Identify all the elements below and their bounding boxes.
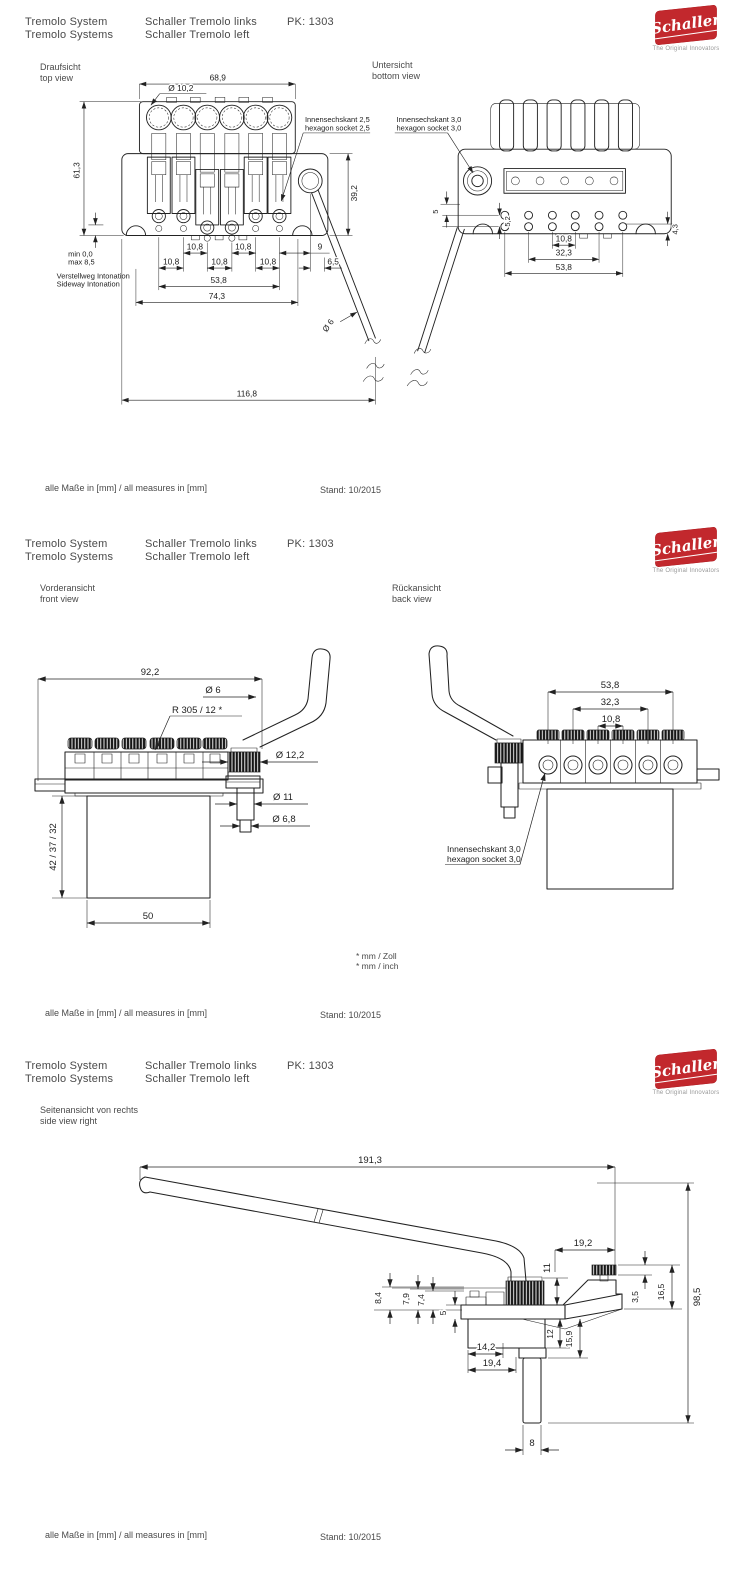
dim-12: 12	[545, 1329, 555, 1339]
dim-11: 11	[542, 1263, 553, 1273]
bottom-tabs	[191, 235, 246, 239]
anchor-stud	[523, 1358, 541, 1423]
side-view-label: Seitenansicht von rechts side view right	[40, 1105, 139, 1126]
dim-10-8: 10,8	[601, 714, 621, 725]
spring-claw-recess	[504, 169, 626, 194]
plate-left-tab	[35, 779, 65, 791]
dim-53-8: 53,8	[555, 261, 572, 272]
note-intonation-en: Sideway Intonation	[56, 279, 120, 289]
dim-68-9: 68,9	[209, 72, 226, 83]
top-bottom-drawing	[0, 55, 742, 460]
tremolo-arm-front	[243, 649, 330, 747]
saddle-1	[147, 157, 170, 231]
footer-stand: Stand: 10/2015	[320, 1532, 382, 1542]
screw-holes-row1	[501, 211, 627, 219]
arm-flange	[488, 767, 502, 783]
footer-measures: alle Maße in [mm] / all measures in [mm]	[45, 1530, 208, 1540]
dim-61-3: 61,3	[71, 162, 82, 179]
saddle-details	[65, 752, 228, 780]
bottom-view-drawing	[395, 100, 680, 386]
saddle-dividers	[561, 740, 661, 783]
dim-dia-11: Ø 11	[273, 792, 293, 803]
clamp-fingers	[500, 100, 633, 151]
header-product: Tremolo System Tremolo Systems	[25, 538, 114, 563]
logo-box	[650, 5, 722, 46]
header-product	[25, 16, 113, 42]
fine-tuner-bracket	[563, 1280, 622, 1305]
dim-dia-10-2: Ø 10,2	[168, 83, 194, 94]
knife-edge	[565, 1309, 622, 1329]
top-view-label: Draufsicht top view	[40, 62, 81, 83]
bottom-view-label: Untersicht bottom view	[372, 60, 421, 81]
dim-4-3: 4,3	[670, 224, 680, 235]
baseplate-front	[65, 779, 263, 793]
dim-7-4: 7,4	[416, 1294, 426, 1306]
header-model	[145, 16, 257, 42]
dim-74-3: 74,3	[208, 290, 226, 301]
baseplate-bottom	[458, 149, 671, 234]
product-name-en: Tremolo Systems	[25, 29, 114, 41]
page-top-bottom-views	[0, 0, 742, 522]
footer-stand: Stand: 10/2015	[320, 485, 382, 495]
dim-5-2: 5,2	[503, 216, 513, 227]
tremolo-arm-back	[429, 646, 513, 740]
tremolo-arm-side	[140, 1177, 526, 1281]
back-view-label: Rückansicht back view	[392, 583, 442, 604]
mount-notch-left	[473, 224, 492, 234]
arm-knurled-knob	[495, 743, 523, 763]
hex-socket-label-de: Innensechskant 3,0	[396, 114, 462, 124]
front-view-dimensions	[38, 667, 318, 928]
schaller-logo: Schaller The Original Innovators	[646, 1050, 726, 1096]
mount-notch-right	[293, 226, 312, 236]
note-intonation-de: Verstellweg Intonation	[56, 271, 130, 281]
string-lock-bores	[146, 105, 291, 130]
sustain-block	[87, 796, 210, 898]
svg-text:10,8: 10,8	[163, 256, 180, 267]
top-view-dimensions	[57, 73, 376, 405]
dim-10-8: 10,8	[186, 241, 204, 252]
saddle-6	[268, 157, 291, 231]
dim-10-8: 10,8	[555, 233, 572, 244]
saddle-profile	[466, 1291, 504, 1305]
dim-32-3: 32,3	[555, 247, 572, 258]
dim-5: 5	[430, 209, 440, 214]
plate-right-wedge	[565, 1294, 622, 1319]
fine-tuner-head	[592, 1265, 616, 1275]
locknut-housing-back	[491, 103, 640, 149]
front-view-label: Vorderansicht front view	[40, 583, 96, 604]
arm-knurled-knob	[506, 1281, 544, 1305]
dim-5: 5	[438, 1310, 448, 1316]
page-front-back-views	[0, 522, 742, 1044]
dim-32-3: 32,3	[600, 697, 620, 708]
saddle-row	[65, 752, 228, 780]
dim-116-8: 116,8	[236, 388, 258, 399]
dim-98-5: 98,5	[692, 1287, 703, 1307]
note-min: min 0,0	[68, 249, 93, 259]
hex-socket-label-en: hexagon socket 3,0	[447, 854, 521, 864]
part-number: PK: 1303	[287, 16, 334, 28]
schaller-logo: Schaller The Original Innovators	[646, 528, 726, 574]
logo-tagline: The Original Innovators	[652, 46, 720, 52]
hex-socket-label-de: Innensechskant 3,0	[447, 844, 521, 854]
dim-radius: R 305 / 12 *	[172, 705, 223, 716]
svg-text:10,8: 10,8	[211, 256, 228, 267]
saddle-3	[196, 169, 219, 241]
dim-block-heights: 42 / 37 / 32	[48, 823, 59, 871]
model-name-de: Schaller Tremolo links	[145, 16, 257, 28]
part-number: PK: 1303	[287, 1060, 334, 1072]
footer-measures: alle Maße in [mm] / all measures in [mm]	[45, 1008, 208, 1018]
dim-19-2: 19,2	[573, 1238, 593, 1249]
hex-socket-label-en: hexagon socket 2,5	[304, 123, 370, 133]
logo-wordmark: Schaller	[648, 10, 724, 40]
header-model: Schaller Tremolo links Schaller Tremolo left	[145, 1060, 257, 1085]
dim-16-5: 16,5	[656, 1283, 666, 1301]
dim-50: 50	[142, 911, 154, 922]
footer-measures: alle Maße in [mm] / all measures in [mm]	[45, 483, 208, 493]
dim-14-2: 14,2	[476, 1342, 496, 1353]
header-model: Schaller Tremolo links Schaller Tremolo left	[145, 538, 257, 563]
knob-cap	[497, 739, 521, 743]
dim-19-4: 19,4	[482, 1358, 502, 1369]
tremolo-arm-bottom	[407, 228, 464, 386]
mount-notch-left	[126, 226, 145, 236]
dim-191-3: 191,3	[358, 1155, 382, 1166]
model-name-en: Schaller Tremolo left	[145, 29, 250, 41]
recess-holes	[511, 177, 618, 185]
side-view-drawing-svg	[0, 1140, 742, 1470]
back-view-dimensions	[445, 680, 673, 865]
note-max: max 8,5	[68, 257, 95, 267]
dim-15-9: 15,9	[564, 1330, 574, 1348]
product-name-de: Tremolo System	[25, 16, 108, 28]
dim-dia-6-8: Ø 6,8	[272, 814, 296, 825]
back-view-drawing	[429, 646, 719, 889]
saddle-4	[220, 169, 243, 241]
dim-8: 8	[529, 1438, 535, 1449]
hex-socket-label-de: Innensechskant 2,5	[304, 114, 370, 124]
dim-9: 9	[317, 241, 323, 252]
footer-stand: Stand: 10/2015	[320, 1010, 382, 1020]
knob-cap	[508, 1277, 542, 1281]
dim-53-8: 53,8	[210, 275, 227, 286]
schaller-logo	[646, 6, 726, 52]
saddles	[147, 157, 291, 241]
knob-cap	[231, 748, 257, 752]
baseplate-side	[461, 1305, 565, 1319]
header-product: Tremolo System Tremolo Systems	[25, 1060, 114, 1085]
fine-tuner-knurls	[68, 738, 227, 749]
saddle-5	[244, 157, 267, 231]
pivot-hex-socket	[463, 167, 491, 195]
dim-7-9: 7,9	[401, 1293, 411, 1305]
sustain-block	[547, 789, 673, 889]
dim-53-8: 53,8	[600, 680, 620, 691]
dim-dia-6: Ø 6	[205, 685, 221, 696]
dim-39-2: 39,2	[348, 185, 359, 202]
saddle-2	[172, 157, 195, 231]
svg-text:10,8: 10,8	[259, 256, 277, 267]
dim-8-4: 8,4	[373, 1292, 383, 1304]
dim-92-2: 92,2	[140, 667, 160, 678]
side-view-dimensions	[140, 1155, 703, 1455]
dim-dia-12-2: Ø 12,2	[275, 750, 305, 761]
arm-thread-end	[504, 807, 515, 818]
front-view-drawing	[35, 649, 330, 928]
dim-dia-6: Ø 6	[320, 316, 337, 334]
plate-right-tab	[697, 769, 719, 780]
screw-holes-row2	[501, 223, 627, 231]
front-back-drawing	[0, 620, 742, 960]
dim-6-5: 6,5	[327, 256, 339, 267]
saddle-housing	[523, 740, 697, 783]
plate-lip	[519, 783, 701, 789]
page-side-view	[0, 1044, 742, 1572]
mount-notch-right	[636, 224, 655, 234]
arm-knurled-knob	[228, 752, 260, 772]
top-view-drawing	[57, 73, 385, 405]
arm-bushing	[501, 763, 518, 807]
unit-footnote: * mm / Zoll * mm / inch	[356, 951, 399, 971]
stud-collar	[519, 1348, 546, 1358]
dim-3-5: 3,5	[630, 1291, 640, 1303]
arm-thread-end	[240, 820, 251, 832]
side-view-drawing	[140, 1155, 703, 1455]
fine-tuner-knurls	[537, 730, 684, 740]
hex-socket-label-en: hexagon socket 3,0	[396, 123, 462, 133]
dim-10-8: 10,8	[235, 241, 252, 252]
part-number: PK: 1303	[287, 538, 334, 550]
